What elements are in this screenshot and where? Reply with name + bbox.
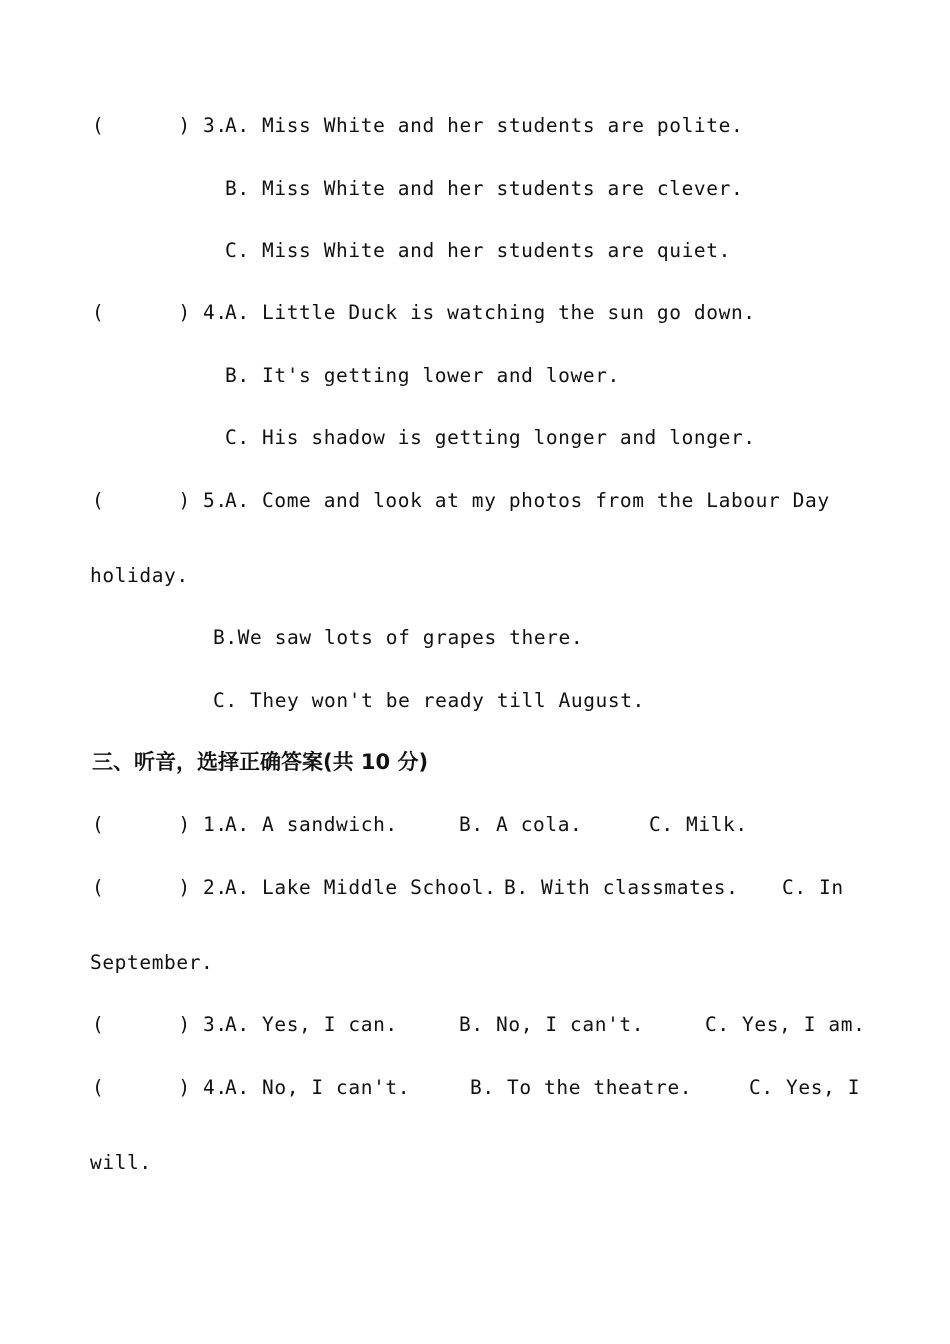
- option-a: A. Lake Middle School.: [225, 876, 497, 899]
- option-a: A. Yes, I can.: [225, 1013, 398, 1036]
- option-a: A. Come and look at my photos from the Labour Day: [225, 489, 830, 512]
- option-c-continuation: September.: [90, 951, 214, 974]
- question-prefix: ( ) 3.: [92, 1013, 228, 1036]
- option-b: B. A cola.: [459, 813, 583, 836]
- option-c: C. Miss White and her students are quiet.: [225, 239, 731, 262]
- option-b: B. With classmates.: [504, 876, 739, 899]
- option-a-continuation: holiday.: [90, 564, 189, 587]
- question-prefix: ( ) 1.: [92, 813, 228, 836]
- section-heading: 三、听音，选择正确答案(共 10 分): [92, 750, 429, 774]
- option-c-continuation: will.: [90, 1151, 152, 1174]
- option-a: A. No, I can't.: [225, 1076, 411, 1099]
- option-a: A. A sandwich.: [225, 813, 398, 836]
- option-b: B. No, I can't.: [459, 1013, 645, 1036]
- option-b: B. It's getting lower and lower.: [225, 364, 620, 387]
- option-c: C. Milk.: [649, 813, 748, 836]
- option-b: B. Miss White and her students are clever.: [225, 177, 744, 200]
- option-b: B.We saw lots of grapes there.: [213, 626, 584, 649]
- question-prefix: ( ) 3.: [92, 114, 228, 137]
- option-c: C. Yes, I: [749, 1076, 861, 1099]
- option-c: C. His shadow is getting longer and longer.: [225, 426, 756, 449]
- option-b: B. To the theatre.: [470, 1076, 693, 1099]
- question-prefix: ( ) 2.: [92, 876, 228, 899]
- question-prefix: ( ) 4.: [92, 1076, 228, 1099]
- option-a: A. Little Duck is watching the sun go down.: [225, 301, 756, 324]
- option-a: A. Miss White and her students are polite.: [225, 114, 744, 137]
- question-prefix: ( ) 4.: [92, 301, 228, 324]
- option-c: C. Yes, I am.: [705, 1013, 866, 1036]
- option-c: C. In: [782, 876, 844, 899]
- question-prefix: ( ) 5.: [92, 489, 228, 512]
- option-c: C. They won't be ready till August.: [213, 689, 645, 712]
